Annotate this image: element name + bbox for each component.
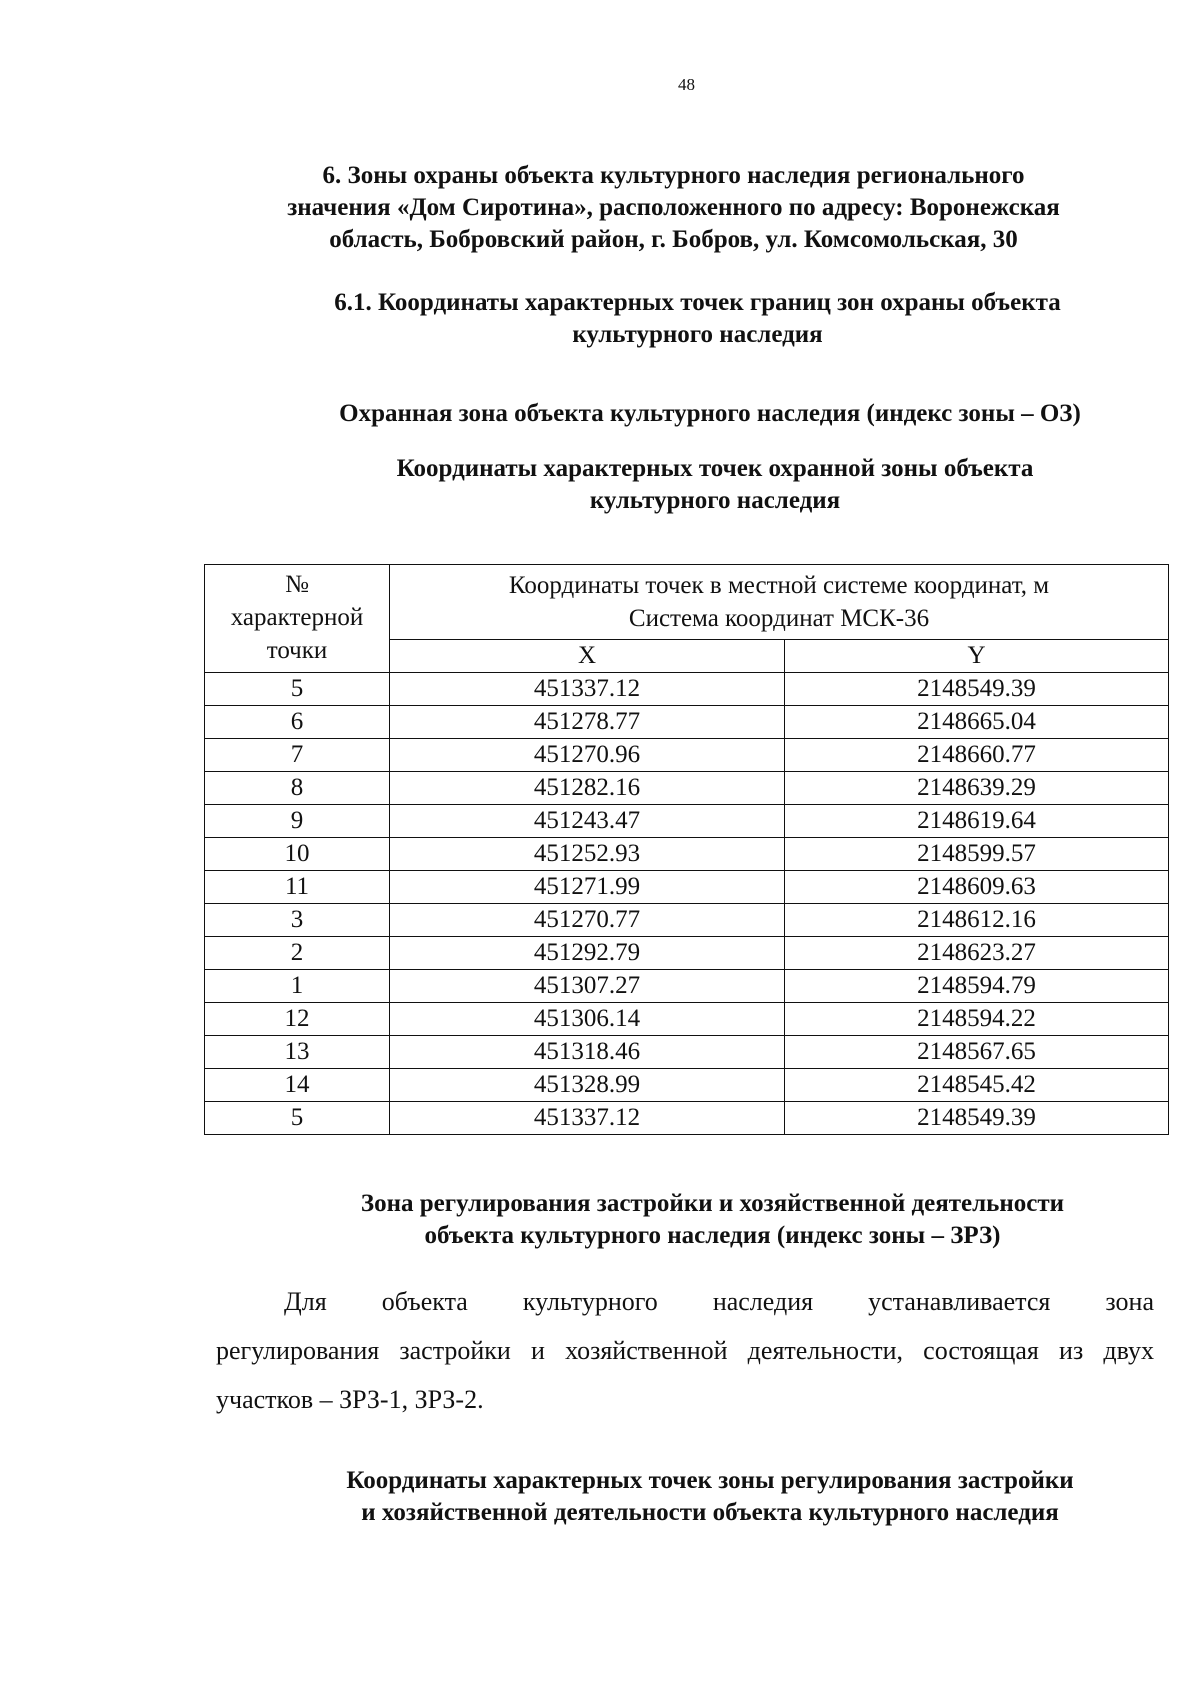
cell-y: 2148609.63 xyxy=(785,871,1169,904)
table-title xyxy=(345,453,1085,517)
table-row xyxy=(205,706,1169,739)
cell-x: 451337.12 xyxy=(390,673,785,706)
cell-x: 451252.93 xyxy=(390,838,785,871)
cell-y: 2148549.39 xyxy=(785,673,1169,706)
header-point-number-line-1: № xyxy=(285,571,309,598)
subsection-title-line-2: культурного наследия xyxy=(572,321,823,348)
cell-x: 451292.79 xyxy=(390,937,785,970)
cell-y: 2148599.57 xyxy=(785,838,1169,871)
header-point-number-line-3: точки xyxy=(266,637,328,664)
regulation-zone-title-line-1: Зона регулирования застройки и хозяйственной деятельности xyxy=(360,1190,1065,1217)
header-coordinates-line-2: Система координат МСК-36 xyxy=(628,605,930,632)
header-point-number-line-2: характерной xyxy=(230,604,364,631)
cell-point-number: 1 xyxy=(205,970,390,1003)
regulation-coords-title-line-1: Координаты характерных точек зоны регулирования застройки xyxy=(346,1467,1074,1494)
section-title-line-1: 6. Зоны охраны объекта культурного наследия регионального xyxy=(322,162,1025,189)
regulation-coords-title-line-2: и хозяйственной деятельности объекта культурного наследия xyxy=(361,1499,1059,1526)
cell-y: 2148567.65 xyxy=(785,1036,1169,1069)
table-row xyxy=(205,1069,1169,1102)
table-row xyxy=(205,673,1169,706)
table-title-line-2: культурного наследия xyxy=(589,487,841,514)
cell-point-number: 14 xyxy=(205,1069,390,1102)
cell-point-number: 7 xyxy=(205,739,390,772)
table-row xyxy=(205,739,1169,772)
cell-x: 451306.14 xyxy=(390,1003,785,1036)
cell-point-number: 3 xyxy=(205,904,390,937)
cell-point-number: 10 xyxy=(205,838,390,871)
paragraph-continuation: регулирования застройки и хозяйственной деятельности, состоящая из двух участков – ЗРЗ-1, ЗРЗ-2. xyxy=(216,1336,1154,1414)
paragraph-first-line: Для объекта культурного наследия устанавливается зона xyxy=(284,1287,1154,1316)
cell-y: 2148594.79 xyxy=(785,970,1169,1003)
cell-y: 2148594.22 xyxy=(785,1003,1169,1036)
table-row xyxy=(205,904,1169,937)
cell-y: 2148612.16 xyxy=(785,904,1169,937)
cell-x: 451270.77 xyxy=(390,904,785,937)
table-row xyxy=(205,937,1169,970)
table-header-row xyxy=(205,565,1169,640)
header-point-number xyxy=(205,565,390,673)
cell-y: 2148665.04 xyxy=(785,706,1169,739)
header-coordinates-line-1: Координаты точек в местной системе координат, м xyxy=(508,572,1050,599)
cell-point-number: 12 xyxy=(205,1003,390,1036)
subsection-title xyxy=(275,287,1120,351)
cell-x: 451271.99 xyxy=(390,871,785,904)
table-row xyxy=(205,1003,1169,1036)
cell-y: 2148639.29 xyxy=(785,772,1169,805)
section-title-line-2: значения «Дом Сиротина», расположенного по адресу: Воронежская xyxy=(287,194,1060,221)
table-row xyxy=(205,805,1169,838)
regulation-zone-title-line-2: объекта культурного наследия (индекс зоны – ЗРЗ) xyxy=(424,1222,1001,1249)
header-y: Y xyxy=(785,640,1169,673)
regulation-coords-title xyxy=(300,1465,1120,1529)
table-title-line-1: Координаты характерных точек охранной зоны объекта xyxy=(396,455,1034,482)
cell-x: 451270.96 xyxy=(390,739,785,772)
cell-x: 451318.46 xyxy=(390,1036,785,1069)
cell-x: 451307.27 xyxy=(390,970,785,1003)
cell-x: 451243.47 xyxy=(390,805,785,838)
page-number: 48 xyxy=(678,75,695,94)
table-row xyxy=(205,1102,1169,1135)
cell-y: 2148660.77 xyxy=(785,739,1169,772)
protection-zone-title: Охранная зона объекта культурного наследия (индекс зоны – ОЗ) xyxy=(339,400,1081,427)
regulation-zone-paragraph xyxy=(216,1277,1154,1424)
cell-x: 451278.77 xyxy=(390,706,785,739)
cell-point-number: 8 xyxy=(205,772,390,805)
cell-point-number: 2 xyxy=(205,937,390,970)
coordinates-table xyxy=(204,564,1169,1135)
table-row xyxy=(205,871,1169,904)
table-row xyxy=(205,1036,1169,1069)
section-title-line-3: область, Бобровский район, г. Бобров, ул. Комсомольская, 30 xyxy=(329,226,1018,253)
cell-x: 451282.16 xyxy=(390,772,785,805)
subsection-title-line-1: 6.1. Координаты характерных точек границ зон охраны объекта xyxy=(334,289,1061,316)
header-x: X xyxy=(390,640,785,673)
header-coordinates xyxy=(390,565,1169,640)
cell-point-number: 5 xyxy=(205,1102,390,1135)
cell-y: 2148545.42 xyxy=(785,1069,1169,1102)
cell-point-number: 6 xyxy=(205,706,390,739)
regulation-zone-title xyxy=(305,1188,1120,1252)
table-body xyxy=(205,673,1169,1135)
table-row xyxy=(205,838,1169,871)
cell-y: 2148623.27 xyxy=(785,937,1169,970)
section-title xyxy=(226,160,1121,256)
cell-point-number: 11 xyxy=(205,871,390,904)
cell-point-number: 5 xyxy=(205,673,390,706)
cell-x: 451328.99 xyxy=(390,1069,785,1102)
cell-point-number: 13 xyxy=(205,1036,390,1069)
table-row xyxy=(205,772,1169,805)
table-row xyxy=(205,970,1169,1003)
cell-y: 2148549.39 xyxy=(785,1102,1169,1135)
cell-y: 2148619.64 xyxy=(785,805,1169,838)
cell-point-number: 9 xyxy=(205,805,390,838)
cell-x: 451337.12 xyxy=(390,1102,785,1135)
